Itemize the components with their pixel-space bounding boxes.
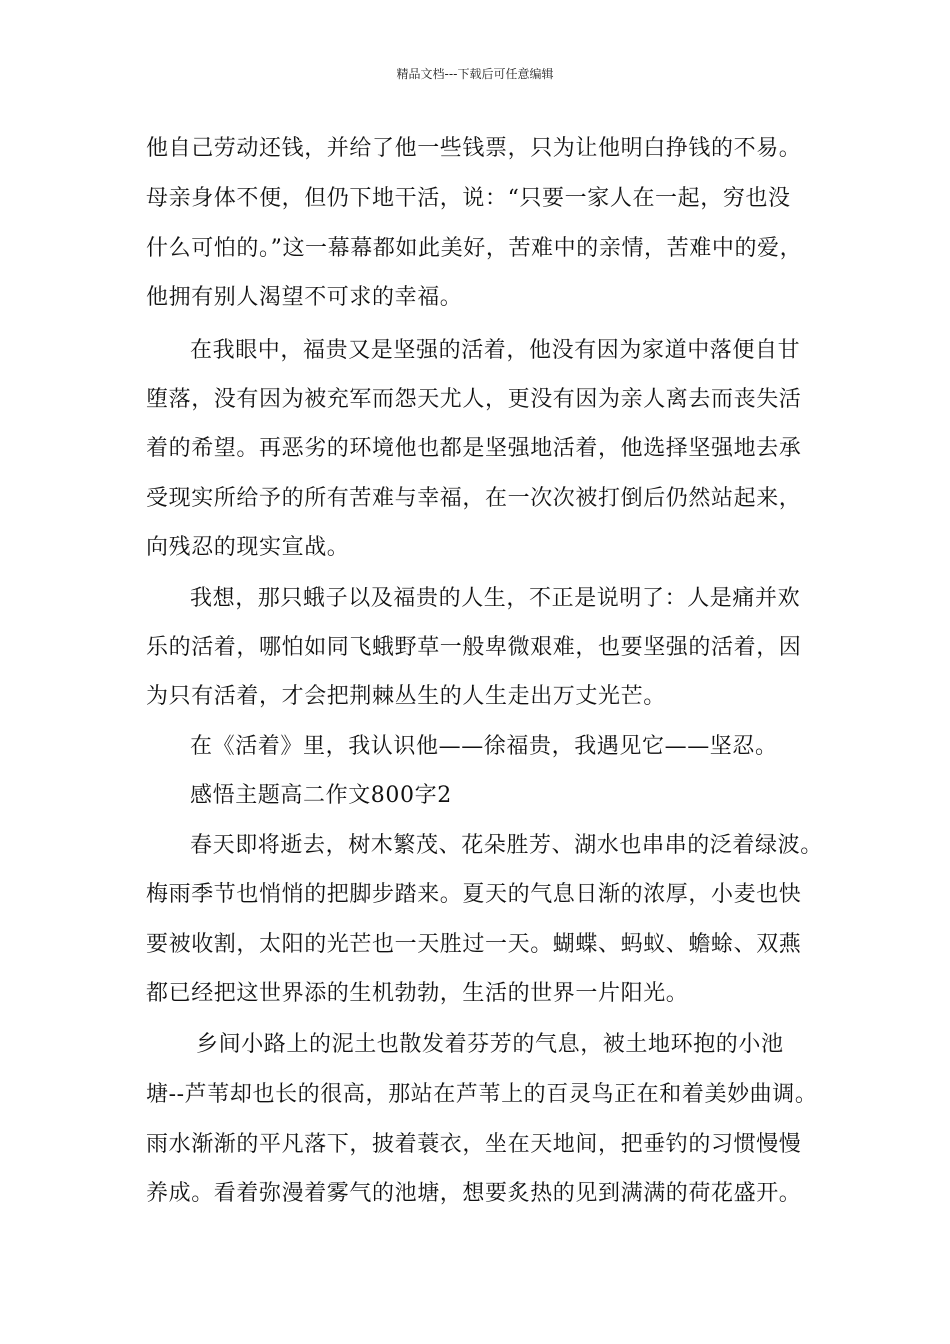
body-line: 受现实所给予的所有苦难与幸福，在一次次被打倒后仍然站起来， bbox=[146, 486, 802, 511]
body-line: 要被收割，太阳的光芒也一天胜过一天。蝴蝶、蚂蚁、蟾蜍、双燕 bbox=[146, 932, 802, 957]
body-line: 梅雨季节也悄悄的把脚步踏来。夏天的气息日渐的浓厚，小麦也快 bbox=[146, 882, 802, 907]
paragraph-first-line: 春天即将逝去，树木繁茂、花朵胜芳、湖水也串串的泛着绿波。 bbox=[190, 833, 823, 858]
section-title: 感悟主题高二作文800字2 bbox=[190, 783, 452, 808]
body-line: 着的希望。再恶劣的环境他也都是坚强地活着，他选择坚强地去承 bbox=[146, 436, 802, 461]
body-line: 都已经把这世界添的生机勃勃，生活的世界一片阳光。 bbox=[146, 981, 689, 1006]
body-line: 向残忍的现实宣战。 bbox=[146, 535, 350, 560]
body-line: 他拥有别人渴望不可求的幸福。 bbox=[146, 285, 463, 310]
paragraph-first-line: 我想，那只蛾子以及福贵的人生，不正是说明了：人是痛并欢 bbox=[190, 586, 801, 611]
paragraph-first-line: 在《活着》里，我认识他——徐福贵，我遇见它——坚忍。 bbox=[190, 734, 778, 759]
body-line: 塘--芦苇却也长的很高，那站在芦苇上的百灵鸟正在和着美妙曲调。 bbox=[146, 1082, 818, 1107]
body-line: 堕落，没有因为被充军而怨天尤人，更没有因为亲人离去而丧失活 bbox=[146, 387, 802, 412]
body-line: 母亲身体不便，但仍下地干活，说：“只要一家人在一起，穷也没 bbox=[146, 186, 791, 211]
body-line: 乐的活着，哪怕如同飞蛾野草一般卑微艰难，也要坚强的活着，因 bbox=[146, 635, 802, 660]
body-line: 为只有活着，才会把荆棘丛生的人生走出万丈光芒。 bbox=[146, 684, 666, 709]
body-line: 他自己劳动还钱，并给了他一些钱票，只为让他明白挣钱的不易。 bbox=[146, 136, 802, 161]
body-line: 养成。看着弥漫着雾气的池塘，想要炙热的见到满满的荷花盛开。 bbox=[146, 1181, 802, 1206]
paragraph-first-line: 乡间小路上的泥土也散发着芬芳的气息，被土地环抱的小池 bbox=[196, 1032, 784, 1057]
page-header: 精品文档---下载后可任意编辑 bbox=[396, 67, 554, 81]
paragraph-first-line: 在我眼中，福贵又是坚强的活着，他没有因为家道中落便自甘 bbox=[190, 338, 801, 363]
body-line: 雨水渐渐的平凡落下，披着蓑衣，坐在天地间，把垂钓的习惯慢慢 bbox=[146, 1132, 802, 1157]
body-line: 什么可怕的。”这一幕幕都如此美好，苦难中的亲情，苦难中的爱， bbox=[146, 236, 803, 261]
